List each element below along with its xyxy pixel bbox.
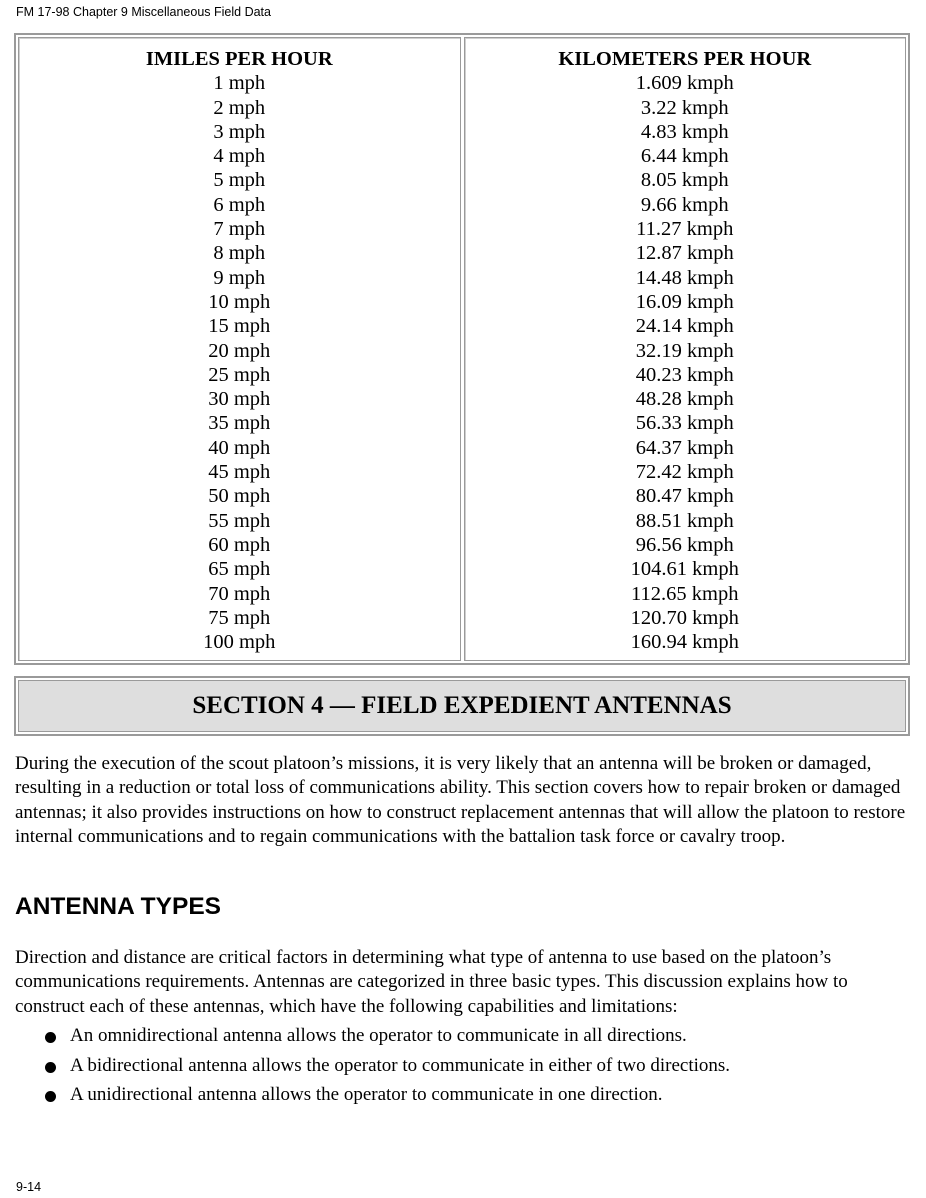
kmph-cell: 160.94 kmph [630,631,739,654]
kmph-cell: 4.83 kmph [640,120,729,143]
kmph-cell: 64.37 kmph [635,436,734,459]
list-item-text: A unidirectional antenna allows the operator to communicate in one direction. [70,1084,663,1105]
section-banner [14,676,910,736]
mph-cell: 6 mph [213,193,266,216]
mph-cell: 100 mph [203,631,276,654]
antenna-types-heading: ANTENNA TYPES [15,893,222,920]
mph-cell: 75 mph [208,606,271,629]
kmph-cell: 8.05 kmph [640,169,729,192]
mph-cell: 2 mph [213,96,266,119]
mph-cell: 3 mph [213,120,266,143]
kmph-cell: 56.33 kmph [635,412,734,435]
mph-cell: 5 mph [213,169,266,192]
kmph-cell: 3.22 kmph [640,96,729,119]
mph-cell: 25 mph [208,363,271,386]
mph-cell: 9 mph [213,266,266,289]
kmph-cell: 1.609 kmph [635,72,734,95]
kmph-cell: 24.14 kmph [635,315,734,338]
kmph-cell: 72.42 kmph [635,461,734,484]
mph-cell: 20 mph [208,339,271,362]
mph-cell: 1 mph [213,72,266,95]
kmph-cell: 32.19 kmph [635,339,734,362]
mph-cell: 65 mph [208,558,271,581]
kmph-cell: 16.09 kmph [635,290,734,313]
kmph-cell: 112.65 kmph [631,582,739,605]
mph-cell: 8 mph [213,242,266,265]
kmph-cell: 14.48 kmph [635,266,734,289]
kmph-column-header: KILOMETERS PER HOUR [558,48,812,70]
kmph-cell: 6.44 kmph [640,145,729,168]
running-header: FM 17-98 Chapter 9 Miscellaneous Field Data [16,5,271,19]
list-item-text: A bidirectional antenna allows the operator to communicate in either of two directions. [70,1054,731,1076]
bullet-icon [45,1062,56,1073]
kmph-cell: 48.28 kmph [635,388,734,411]
kmph-cell: 12.87 kmph [635,242,734,265]
mph-cell: 35 mph [208,412,271,435]
mph-cell: 15 mph [208,315,271,338]
kmph-cell: 96.56 kmph [635,533,734,556]
kmph-cell: 11.27 kmph [636,218,734,241]
kmph-cell: 80.47 kmph [635,485,734,508]
mph-cell: 50 mph [208,485,271,508]
mph-column [18,37,461,661]
kmph-cell: 120.70 kmph [630,606,739,629]
kmph-cell: 88.51 kmph [635,509,734,532]
kmph-cell: 40.23 kmph [635,363,734,386]
mph-cell: 70 mph [208,582,271,605]
mph-cell: 60 mph [208,533,271,556]
mph-cell: 4 mph [213,145,266,168]
section-title: SECTION 4 — FIELD EXPEDIENT ANTENNAS [18,680,906,732]
intro-paragraph: During the execution of the scout platoon’s missions, it is very likely that an antenna will be broken or damaged, resulting in a reduction or total loss of communications ability. This section covers how to repair broken or damaged antennas; it also provides instructions on how to construct replacement antennas that will allow the platoon to restore internal communications and to regain communications with the battalion task force or cavalry troop. [15,753,906,847]
mph-cell: 45 mph [208,461,271,484]
mph-cell: 10 mph [208,290,271,313]
list-item-text: An omnidirectional antenna allows the operator to communicate in all directions. [70,1025,687,1046]
kmph-cell: 9.66 kmph [640,193,729,216]
page-number: 9-14 [16,1180,42,1194]
kmph-column [464,37,907,661]
mph-cell: 55 mph [208,509,271,532]
mph-cell: 30 mph [208,388,271,411]
mph-kmph-conversion-table [14,33,910,665]
mph-cell: 7 mph [213,218,266,241]
bullet-icon [45,1032,56,1043]
mph-cell: 40 mph [208,436,271,459]
antenna-types-paragraph: Direction and distance are critical factors in determining what type of antenna to use based on the platoon’s communications requirements. Antennas are categorized in three basic types. This discussion explains how to construct each of these antennas, which have the following capabilities and limitations: [15,947,848,1017]
kmph-cell: 104.61 kmph [630,558,739,581]
mph-column-header: IMILES PER HOUR [145,48,333,70]
bullet-icon [45,1091,56,1102]
